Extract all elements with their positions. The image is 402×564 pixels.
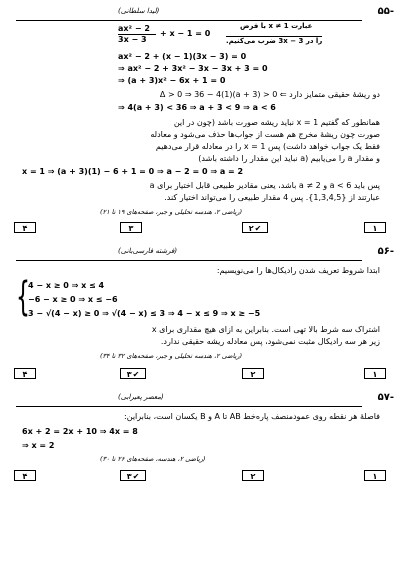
question-57-header bbox=[8, 392, 394, 406]
choice-3[interactable]: ۳ bbox=[120, 222, 142, 233]
reference: (ریاضی ۲، هندسه تحلیلی و جبر، صفحه‌های ۳۲ تا ۳۴) bbox=[100, 352, 243, 360]
assumption-note: با فرض x ≠ 1 عبارت bbox=[240, 22, 313, 30]
check-icon: ✔ bbox=[132, 370, 140, 379]
step-1: ax² − 2 + (x − 1)(3x − 3) = 0 bbox=[118, 52, 247, 61]
choice-4[interactable]: ۴ bbox=[14, 470, 36, 481]
question-55-header bbox=[8, 6, 394, 20]
choice-label: ۳ bbox=[126, 472, 132, 481]
text-line: فقط یک جواب خواهد داشت) پس x = 1 را در معادله قرار می‌دهیم bbox=[155, 142, 380, 151]
step-3: ⇒ (a + 3)x² − 6x + 1 = 0 bbox=[118, 76, 226, 85]
text-line: فاصلهٔ هر نقطه روی عمودمنصف پاره‌خط AB تا A و B یکسان است، بنابراین: bbox=[124, 412, 380, 421]
text-line: همانطور که گفتیم x = 1 نباید ریشه صورت باشد (چون در این bbox=[173, 118, 380, 127]
text-line: اشتراک سه شرط بالا تهی است. بنابراین به ازای هیچ مقداری برای x bbox=[151, 325, 380, 334]
step-5: ⇒ 4(a + 3) < 36 ⇒ a + 3 < 9 ⇒ a < 6 bbox=[118, 103, 276, 112]
choice-label: ۳ bbox=[126, 370, 132, 379]
condition-3: 3 − √(4 − x) ≥ 0 ⇒ √(4 − x) ≤ 3 ⇒ 4 − x ≤ 9 ⇒ x ≥ −5 bbox=[28, 309, 261, 318]
condition-2: −6 − x ≥ 0 ⇒ x ≤ −6 bbox=[28, 295, 118, 304]
choice-1[interactable]: ۱ bbox=[364, 222, 386, 233]
text-line: پس باید a < 6 و a ≠ 2 باشد، یعنی مقادیر طبیعی قابل اختیار برای a bbox=[149, 181, 380, 190]
choice-3[interactable] bbox=[120, 470, 146, 481]
fraction-numerator: ax² − 2 bbox=[118, 24, 150, 33]
check-icon: ✔ bbox=[254, 224, 262, 233]
answer-choices bbox=[10, 222, 390, 234]
multiply-note: را در 3x − 3 ضرب می‌کنیم. bbox=[226, 37, 323, 45]
choice-label: ۲ bbox=[248, 224, 254, 233]
step-2: ⇒ ax² − 2 + 3x² − 3x − 3x + 3 = 0 bbox=[118, 64, 268, 73]
text-line: ابتدا شروط تعریف شدن رادیکال‌ها را می‌نویسیم: bbox=[216, 266, 380, 275]
choice-1[interactable]: ۱ bbox=[364, 470, 386, 481]
choice-3[interactable] bbox=[120, 368, 146, 379]
step-4: دو ریشهٔ حقیقی متمایز دارد ⇐ Δ > 0 ⇒ 36 − 4(1)(a + 3) > 0 bbox=[159, 90, 380, 99]
text-line: صورت چون ریشهٔ مخرج هم هست از جواب‌ها حذف می‌شود و معادله bbox=[150, 130, 380, 139]
question-number: ۵۶- bbox=[377, 246, 394, 257]
condition-1: 4 − x ≥ 0 ⇒ x ≤ 4 bbox=[28, 281, 105, 290]
reference: (ریاضی ۲، هندسه تحلیلی و جبر، صفحه‌های ۱۹ تا ۲۱) bbox=[100, 208, 243, 216]
step-1: 6x + 2 = 2x + 10 ⇒ 4x = 8 bbox=[22, 427, 138, 436]
answer-choices bbox=[10, 470, 390, 482]
text-line: و مقدار a را می‌یابیم (a نباید این مقدار را داشته باشد) bbox=[198, 154, 380, 163]
text-line: عبارتند از {1,3,4,5}. پس 4 مقدار طبیعی را می‌تواند اختیار کند. bbox=[164, 193, 380, 202]
answer-choices bbox=[10, 368, 390, 380]
choice-4[interactable]: ۴ bbox=[14, 222, 36, 233]
check-icon: ✔ bbox=[132, 472, 140, 481]
choice-2[interactable]: ۲ bbox=[242, 368, 264, 379]
question-number: ۵۷- bbox=[377, 392, 394, 403]
author: (فرشته فارسی‌بانی) bbox=[118, 247, 178, 255]
equation-rest: + x − 1 = 0 bbox=[160, 29, 211, 38]
divider bbox=[16, 260, 362, 261]
question-56-header bbox=[8, 246, 394, 260]
choice-2[interactable]: ۲ bbox=[242, 470, 264, 481]
author: (معصر پعیرابی) bbox=[118, 393, 164, 401]
step-2: ⇒ x = 2 bbox=[22, 441, 55, 450]
text-line: زیر هر سه رادیکال مثبت نمی‌شود، پس معادله ریشه حقیقی ندارد. bbox=[160, 337, 380, 346]
author: (لیدا سلطانی) bbox=[118, 7, 160, 15]
reference: (ریاضی ۲، هندسه، صفحه‌های ۲۶ تا ۳۰) bbox=[100, 455, 206, 463]
fraction-denominator: 3x − 3 bbox=[118, 34, 156, 44]
choice-4[interactable]: ۴ bbox=[14, 368, 36, 379]
divider bbox=[16, 406, 362, 407]
question-number: ۵۵- bbox=[377, 6, 394, 17]
divider bbox=[16, 20, 362, 21]
choice-1[interactable]: ۱ bbox=[364, 368, 386, 379]
choice-2[interactable] bbox=[242, 222, 268, 233]
step-6: x = 1 ⇒ (a + 3)(1) − 6 + 1 = 0 ⇒ a − 2 = 0 ⇒ a = 2 bbox=[22, 167, 244, 176]
system-brace-icon: { bbox=[16, 274, 30, 320]
